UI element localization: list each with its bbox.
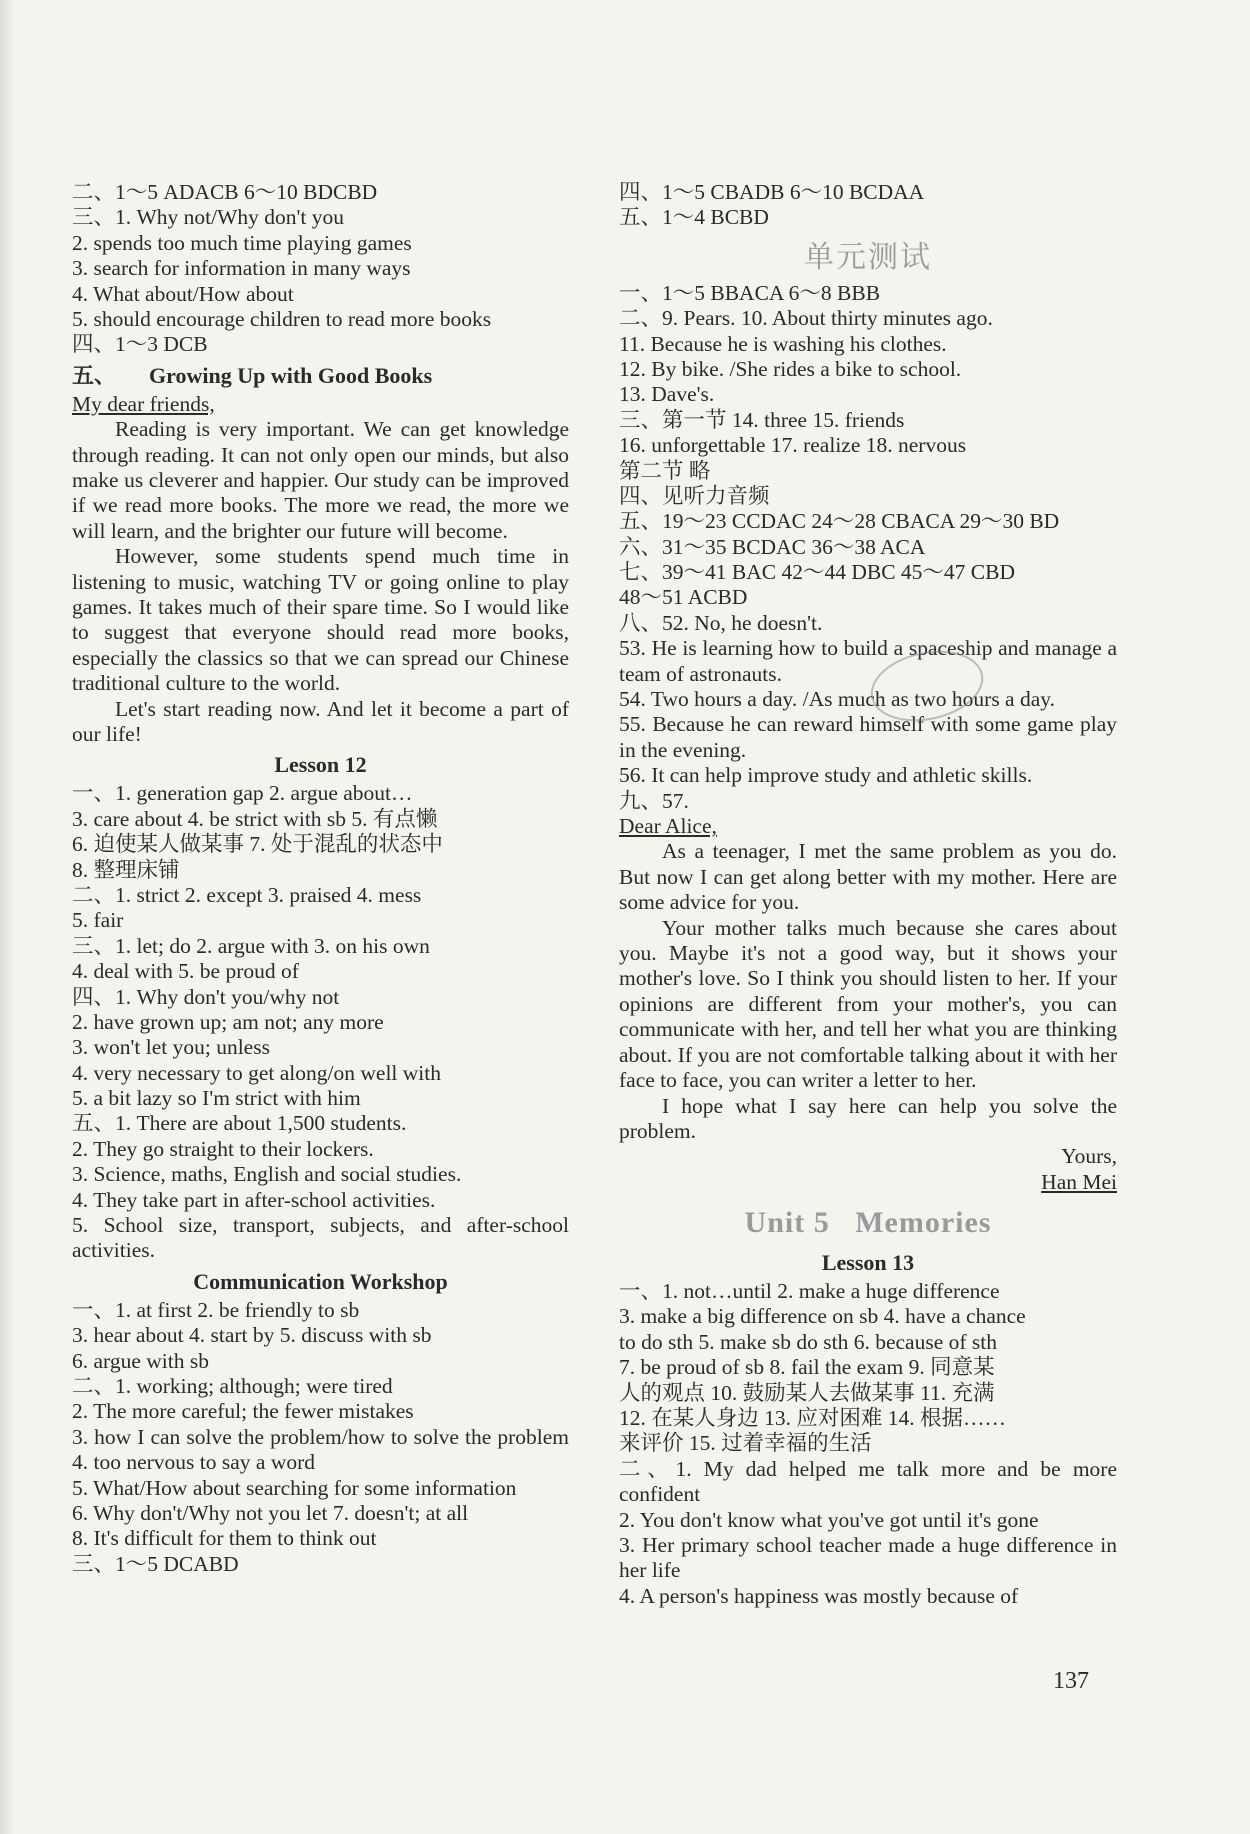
answer-line: 二、1. working; although; were tired xyxy=(72,1374,393,1399)
answer-line: 来评价 15. 过着幸福的生活 xyxy=(619,1431,872,1456)
answer-line: 2. have grown up; am not; any more xyxy=(72,1009,384,1034)
answer-line: 第二节 略 xyxy=(619,458,711,483)
text-paragraph: 3. how I can solve the problem/how to solve the problem 4. too nervous to say a word xyxy=(72,1424,569,1475)
underlined-text: Dear Alice, xyxy=(619,814,717,839)
text-paragraph: Your mother talks much because she cares about you. Maybe it's not a good way, but it shows your mother's love. So I think you should listen to her. If your opinions are different from your mother's, you can communicate with her, and tell her what you are thinking about. If you are not comfortable talking about it with her face to face, you can writer a letter to her. xyxy=(619,915,1117,1093)
answer-line: 四、1～5 CBADB 6～10 BCDAA xyxy=(619,180,925,204)
text-paragraph: 55. Because he can reward himself with some game play in the evening. xyxy=(619,712,1117,762)
answer-line: 三、1. Why not/Why don't you xyxy=(72,205,345,230)
text-paragraph: 3. Her primary school teacher made a huge difference in her life xyxy=(619,1533,1117,1583)
answer-line: 13. Dave's. xyxy=(619,382,715,407)
answer-line: 5. fair xyxy=(72,908,124,933)
underlined-text: My dear friends, xyxy=(72,391,215,416)
answer-line: 九、57. xyxy=(619,788,689,813)
lesson-heading: Lesson 13 xyxy=(821,1250,915,1276)
text-paragraph: 二、1. My dad helped me talk more and be more confident xyxy=(619,1456,1117,1507)
text-paragraph: However, some students spend much time in listening to music, watching TV or going online to play games. It takes much of their spare time. So I would like to suggest that everyone should read more books, especially the classics so that we can spread our Chinese traditional culture to the world. xyxy=(72,544,569,696)
answer-line: 54. Two hours a day. /As much as two hours a day. xyxy=(619,687,1055,712)
answer-line: 8. It's difficult for them to think out xyxy=(72,1526,377,1551)
answer-line: 48～51 ACBD xyxy=(619,585,748,610)
answer-line: 56. It can help improve study and athletic skills. xyxy=(619,763,1033,788)
answer-line: 8. 整理床铺 xyxy=(72,857,180,882)
answer-line: 3. search for information in many ways xyxy=(72,256,411,281)
answer-line: 人的观点 10. 鼓励某人去做某事 11. 充满 xyxy=(619,1380,995,1405)
answer-line: 4. A person's happiness was mostly because of xyxy=(619,1583,1019,1608)
answer-line: 12. By bike. /She rides a bike to school. xyxy=(619,356,962,381)
letter-salutation xyxy=(619,814,1117,839)
answer-line: 6. 迫使某人做某事 7. 处于混乱的状态中 xyxy=(72,832,443,857)
answer-line: 5. should encourage children to read more books xyxy=(72,306,492,331)
answer-line: 4. What about/How about xyxy=(72,281,294,306)
letter-signature xyxy=(619,1170,1117,1195)
answer-line: 一、1. not…until 2. make a huge difference xyxy=(619,1279,1000,1304)
lesson-heading: Lesson 12 xyxy=(274,752,367,778)
answer-line: 一、1. generation gap 2. argue about… xyxy=(72,781,413,806)
text-paragraph: Reading is very important. We can get knowledge through reading. It can not only open our minds, but also make us cleverer and happier. Our study can be improved if we read more books. The more we read, the more we will learn, and the brighter our future will become. xyxy=(72,417,569,543)
answer-line: 2. spends too much time playing games xyxy=(72,230,412,255)
answer-line: 2. They go straight to their lockers. xyxy=(72,1136,374,1161)
answer-line: 6. argue with sb xyxy=(72,1348,209,1373)
section-title: 单元测试 xyxy=(804,239,932,275)
answer-line: 11. Because he is washing his clothes. xyxy=(619,331,947,356)
answer-line: 3. Science, maths, English and social studies. xyxy=(72,1162,462,1187)
letter-closing: Yours, xyxy=(1061,1144,1117,1169)
answer-line: 一、1～5 BBACA 6～8 BBB xyxy=(619,280,881,305)
right-column xyxy=(619,180,1117,1609)
underlined-text: Han Mei xyxy=(1041,1169,1117,1194)
answer-line: 四、1～3 DCB xyxy=(72,332,208,357)
answer-line: 二、9. Pears. 10. About thirty minutes ago. xyxy=(619,306,993,331)
answer-line: 2. The more careful; the fewer mistakes xyxy=(72,1399,414,1424)
answer-line: 三、1～5 DCABD xyxy=(72,1551,239,1576)
answer-line: 一、1. at first 2. be friendly to sb xyxy=(72,1297,360,1322)
answer-line: 五、1. There are about 1,500 students. xyxy=(72,1111,407,1136)
text-paragraph: Let's start reading now. And let it become a part of our life! xyxy=(72,696,569,746)
answer-line: 5. What/How about searching for some information xyxy=(72,1475,517,1500)
answer-line: 四、见听力音频 xyxy=(619,483,770,508)
essay-heading: 五、 Growing Up with Good Books xyxy=(72,362,433,388)
answer-line: 五、19～23 CCDAC 24～28 CBACA 29～30 BD xyxy=(619,509,1060,534)
answer-line: 6. Why don't/Why not you let 7. doesn't; at all xyxy=(72,1501,469,1526)
answer-line: 3. hear about 4. start by 5. discuss with sb xyxy=(72,1323,432,1348)
answer-line: 二、1～5 ADACB 6～10 BDCBD xyxy=(72,180,378,204)
answer-line: 2. You don't know what you've got until it's gone xyxy=(619,1507,1039,1532)
answer-line: 五、1～4 BCBD xyxy=(619,205,769,230)
answer-line: 4. very necessary to get along/on well with xyxy=(72,1060,441,1085)
text-paragraph: 5. School size, transport, subjects, and after-school activities. xyxy=(72,1213,569,1263)
answer-line: 七、39～41 BAC 42～44 DBC 45～47 CBD xyxy=(619,560,1015,585)
answer-line: to do sth 5. make sb do sth 6. because of sth xyxy=(619,1329,997,1354)
unit-title: Unit 5 Memories xyxy=(744,1206,992,1240)
answer-line: 12. 在某人身边 13. 应对困难 14. 根据…… xyxy=(619,1406,1007,1431)
left-column xyxy=(72,180,569,1577)
answer-line: 二、1. strict 2. except 3. praised 4. mess xyxy=(72,882,422,907)
answer-line: 3. care about 4. be strict with sb 5. 有点懒 xyxy=(72,806,438,831)
page-number: 137 xyxy=(1053,1668,1089,1694)
page-edge-shadow xyxy=(0,0,14,1834)
answer-line: 八、52. No, he doesn't. xyxy=(619,610,823,635)
answer-line: 3. make a big difference on sb 4. have a chance xyxy=(619,1304,1026,1329)
answer-line: 4. They take part in after-school activities. xyxy=(72,1187,436,1212)
answer-line: 7. be proud of sb 8. fail the exam 9. 同意某 xyxy=(619,1355,995,1380)
answer-line: 4. deal with 5. be proud of xyxy=(72,959,299,984)
letter-salutation xyxy=(72,392,569,417)
answer-line: 3. won't let you; unless xyxy=(72,1035,270,1060)
answer-line: 三、1. let; do 2. argue with 3. on his own xyxy=(72,933,430,958)
answer-line: 三、第一节 14. three 15. friends xyxy=(619,407,905,432)
answer-line: 四、1. Why don't you/why not xyxy=(72,984,340,1009)
lesson-heading: Communication Workshop xyxy=(193,1268,448,1294)
answer-line: 5. a bit lazy so I'm strict with him xyxy=(72,1086,361,1111)
answer-line: 16. unforgettable 17. realize 18. nervous xyxy=(619,433,967,458)
text-paragraph: I hope what I say here can help you solve the problem. xyxy=(619,1093,1117,1143)
text-paragraph: 53. He is learning how to build a spaceship and manage a team of astronauts. xyxy=(619,636,1117,686)
text-paragraph: As a teenager, I met the same problem as you do. But now I can get along better with my mother. Here are some advice for you. xyxy=(619,839,1117,915)
answer-line: 六、31～35 BCDAC 36～38 ACA xyxy=(619,534,926,559)
